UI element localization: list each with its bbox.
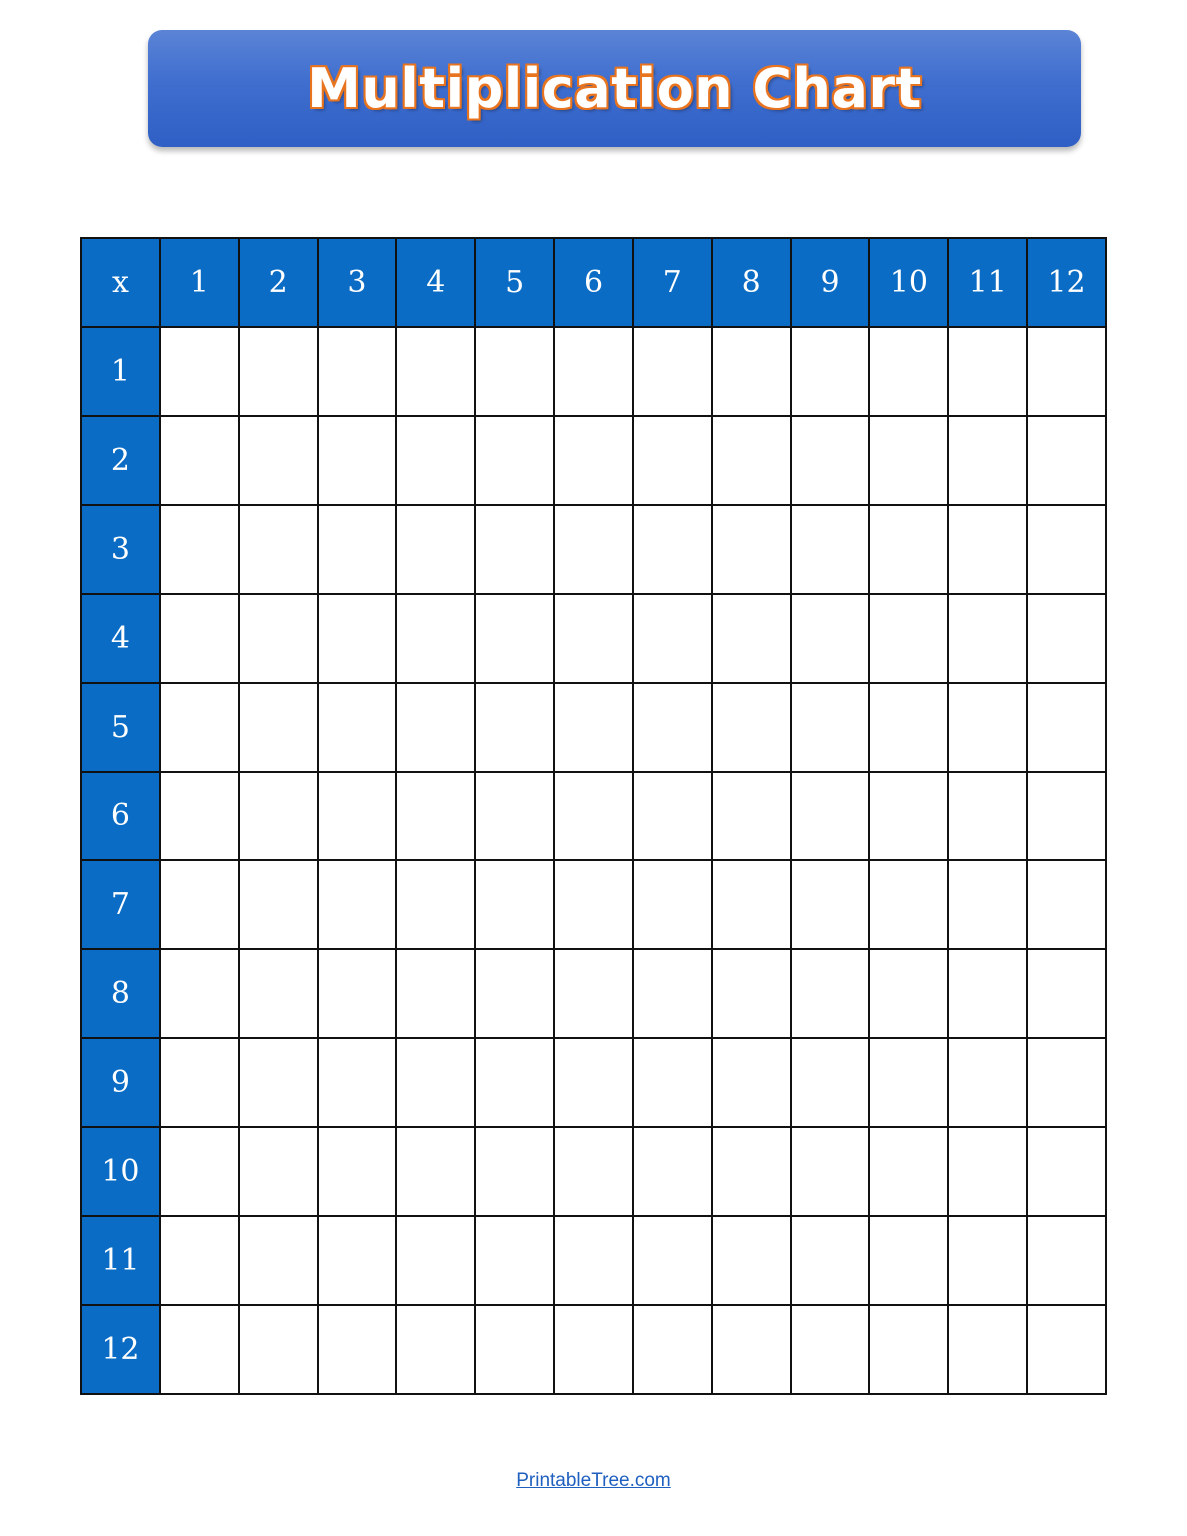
answer-cell[interactable] [397, 1039, 474, 1126]
answer-cell[interactable] [949, 861, 1026, 948]
answer-cell[interactable] [319, 595, 396, 682]
answer-cell[interactable] [949, 328, 1026, 415]
answer-cell[interactable] [713, 1128, 790, 1215]
answer-cell[interactable] [240, 684, 317, 771]
answer-cell[interactable] [870, 506, 947, 593]
answer-cell[interactable] [634, 506, 711, 593]
answer-cell[interactable] [870, 1128, 947, 1215]
answer-cell[interactable] [319, 861, 396, 948]
answer-cell[interactable] [240, 595, 317, 682]
answer-cell[interactable] [634, 950, 711, 1037]
answer-cell[interactable] [397, 595, 474, 682]
answer-cell[interactable] [319, 328, 396, 415]
row-header: 1 [82, 328, 159, 415]
answer-cell[interactable] [476, 773, 553, 860]
answer-cell[interactable] [397, 950, 474, 1037]
answer-cell[interactable] [634, 1128, 711, 1215]
answer-cell[interactable] [792, 1128, 869, 1215]
answer-cell[interactable] [397, 861, 474, 948]
answer-cell[interactable] [476, 1039, 553, 1126]
row-header: 12 [82, 1306, 159, 1393]
answer-cell[interactable] [397, 773, 474, 860]
answer-cell[interactable] [240, 506, 317, 593]
row-header: 3 [82, 506, 159, 593]
answer-cell[interactable] [870, 684, 947, 771]
column-header: 1 [161, 239, 238, 326]
row-header: 6 [82, 773, 159, 860]
row-header: 7 [82, 861, 159, 948]
answer-cell[interactable] [870, 1217, 947, 1304]
answer-cell[interactable] [713, 506, 790, 593]
answer-cell[interactable] [161, 417, 238, 504]
column-header: 8 [713, 239, 790, 326]
answer-cell[interactable] [713, 595, 790, 682]
answer-cell[interactable] [240, 328, 317, 415]
answer-cell[interactable] [240, 417, 317, 504]
answer-cell[interactable] [476, 1306, 553, 1393]
answer-cell[interactable] [634, 417, 711, 504]
answer-cell[interactable] [555, 684, 632, 771]
answer-cell[interactable] [792, 328, 869, 415]
answer-cell[interactable] [397, 417, 474, 504]
answer-cell[interactable] [319, 1128, 396, 1215]
answer-cell[interactable] [713, 773, 790, 860]
answer-cell[interactable] [555, 1039, 632, 1126]
row-header: 5 [82, 684, 159, 771]
answer-cell[interactable] [713, 1039, 790, 1126]
answer-cell[interactable] [397, 506, 474, 593]
answer-cell[interactable] [319, 1039, 396, 1126]
answer-cell[interactable] [319, 1306, 396, 1393]
answer-cell[interactable] [555, 773, 632, 860]
answer-cell[interactable] [1028, 861, 1105, 948]
answer-cell[interactable] [634, 684, 711, 771]
answer-cell[interactable] [792, 684, 869, 771]
answer-cell[interactable] [1028, 1217, 1105, 1304]
answer-cell[interactable] [397, 684, 474, 771]
answer-cell[interactable] [870, 773, 947, 860]
answer-cell[interactable] [1028, 595, 1105, 682]
answer-cell[interactable] [1028, 506, 1105, 593]
answer-cell[interactable] [713, 950, 790, 1037]
answer-cell[interactable] [792, 1306, 869, 1393]
answer-cell[interactable] [161, 684, 238, 771]
answer-cell[interactable] [319, 417, 396, 504]
answer-cell[interactable] [476, 506, 553, 593]
answer-cell[interactable] [1028, 684, 1105, 771]
title-banner [148, 30, 1081, 147]
answer-cell[interactable] [319, 773, 396, 860]
answer-cell[interactable] [1028, 1128, 1105, 1215]
answer-cell[interactable] [240, 861, 317, 948]
answer-cell[interactable] [1028, 417, 1105, 504]
multiplication-grid [80, 237, 1107, 1395]
answer-cell[interactable] [161, 950, 238, 1037]
column-header: 2 [240, 239, 317, 326]
answer-cell[interactable] [555, 506, 632, 593]
answer-cell[interactable] [792, 506, 869, 593]
row-header: 9 [82, 1039, 159, 1126]
answer-cell[interactable] [949, 950, 1026, 1037]
answer-cell[interactable] [949, 1217, 1026, 1304]
answer-cell[interactable] [476, 861, 553, 948]
answer-cell[interactable] [476, 1128, 553, 1215]
answer-cell[interactable] [713, 417, 790, 504]
answer-cell[interactable] [634, 861, 711, 948]
answer-cell[interactable] [240, 1039, 317, 1126]
answer-cell[interactable] [161, 1306, 238, 1393]
answer-cell[interactable] [555, 595, 632, 682]
answer-cell[interactable] [161, 595, 238, 682]
answer-cell[interactable] [161, 1039, 238, 1126]
answer-cell[interactable] [161, 328, 238, 415]
column-header: 7 [634, 239, 711, 326]
answer-cell[interactable] [240, 773, 317, 860]
answer-cell[interactable] [476, 950, 553, 1037]
answer-cell[interactable] [870, 1039, 947, 1126]
answer-cell[interactable] [634, 1306, 711, 1393]
answer-cell[interactable] [870, 950, 947, 1037]
row-header: 10 [82, 1128, 159, 1215]
answer-cell[interactable] [949, 1039, 1026, 1126]
answer-cell[interactable] [240, 1217, 317, 1304]
answer-cell[interactable] [319, 950, 396, 1037]
answer-cell[interactable] [319, 506, 396, 593]
answer-cell[interactable] [397, 1128, 474, 1215]
corner-cell: x [82, 239, 159, 326]
page-title: Multiplication Chart [307, 57, 922, 120]
answer-cell[interactable] [634, 773, 711, 860]
answer-cell[interactable] [161, 773, 238, 860]
answer-cell[interactable] [319, 1217, 396, 1304]
answer-cell[interactable] [161, 861, 238, 948]
answer-cell[interactable] [634, 328, 711, 415]
column-header: 12 [1028, 239, 1105, 326]
answer-cell[interactable] [1028, 328, 1105, 415]
column-header: 11 [949, 239, 1026, 326]
answer-cell[interactable] [161, 506, 238, 593]
answer-cell[interactable] [949, 595, 1026, 682]
answer-cell[interactable] [397, 1306, 474, 1393]
answer-cell[interactable] [792, 1217, 869, 1304]
column-header: 5 [476, 239, 553, 326]
answer-cell[interactable] [1028, 1039, 1105, 1126]
column-header: 10 [870, 239, 947, 326]
answer-cell[interactable] [555, 950, 632, 1037]
answer-cell[interactable] [634, 1039, 711, 1126]
answer-cell[interactable] [555, 1217, 632, 1304]
answer-cell[interactable] [634, 595, 711, 682]
answer-cell[interactable] [476, 417, 553, 504]
row-header: 2 [82, 417, 159, 504]
footer-link[interactable]: PrintableTree.com [516, 1470, 671, 1491]
answer-cell[interactable] [949, 1128, 1026, 1215]
column-header: 9 [792, 239, 869, 326]
answer-cell[interactable] [870, 595, 947, 682]
answer-cell[interactable] [161, 1217, 238, 1304]
answer-cell[interactable] [792, 861, 869, 948]
answer-cell[interactable] [240, 1306, 317, 1393]
answer-cell[interactable] [397, 328, 474, 415]
answer-cell[interactable] [397, 1217, 474, 1304]
answer-cell[interactable] [792, 1039, 869, 1126]
answer-cell[interactable] [870, 417, 947, 504]
answer-cell[interactable] [555, 328, 632, 415]
answer-cell[interactable] [476, 1217, 553, 1304]
answer-cell[interactable] [161, 1128, 238, 1215]
answer-cell[interactable] [555, 417, 632, 504]
answer-cell[interactable] [949, 506, 1026, 593]
answer-cell[interactable] [476, 328, 553, 415]
answer-cell[interactable] [870, 1306, 947, 1393]
answer-cell[interactable] [870, 861, 947, 948]
answer-cell[interactable] [713, 328, 790, 415]
answer-cell[interactable] [792, 417, 869, 504]
answer-cell[interactable] [555, 861, 632, 948]
row-header: 8 [82, 950, 159, 1037]
column-header: 3 [319, 239, 396, 326]
answer-cell[interactable] [949, 1306, 1026, 1393]
answer-cell[interactable] [476, 595, 553, 682]
row-header: 4 [82, 595, 159, 682]
answer-cell[interactable] [1028, 1306, 1105, 1393]
answer-cell[interactable] [949, 773, 1026, 860]
answer-cell[interactable] [713, 684, 790, 771]
answer-cell[interactable] [1028, 950, 1105, 1037]
answer-cell[interactable] [949, 684, 1026, 771]
answer-cell[interactable] [870, 328, 947, 415]
answer-cell[interactable] [792, 773, 869, 860]
answer-cell[interactable] [240, 950, 317, 1037]
answer-cell[interactable] [476, 684, 553, 771]
answer-cell[interactable] [240, 1128, 317, 1215]
column-header: 6 [555, 239, 632, 326]
answer-cell[interactable] [792, 950, 869, 1037]
answer-cell[interactable] [1028, 773, 1105, 860]
column-header: 4 [397, 239, 474, 326]
row-header: 11 [82, 1217, 159, 1304]
answer-cell[interactable] [792, 595, 869, 682]
answer-cell[interactable] [713, 1217, 790, 1304]
answer-cell[interactable] [555, 1128, 632, 1215]
answer-cell[interactable] [713, 1306, 790, 1393]
answer-cell[interactable] [634, 1217, 711, 1304]
answer-cell[interactable] [319, 684, 396, 771]
answer-cell[interactable] [949, 417, 1026, 504]
answer-cell[interactable] [713, 861, 790, 948]
answer-cell[interactable] [555, 1306, 632, 1393]
